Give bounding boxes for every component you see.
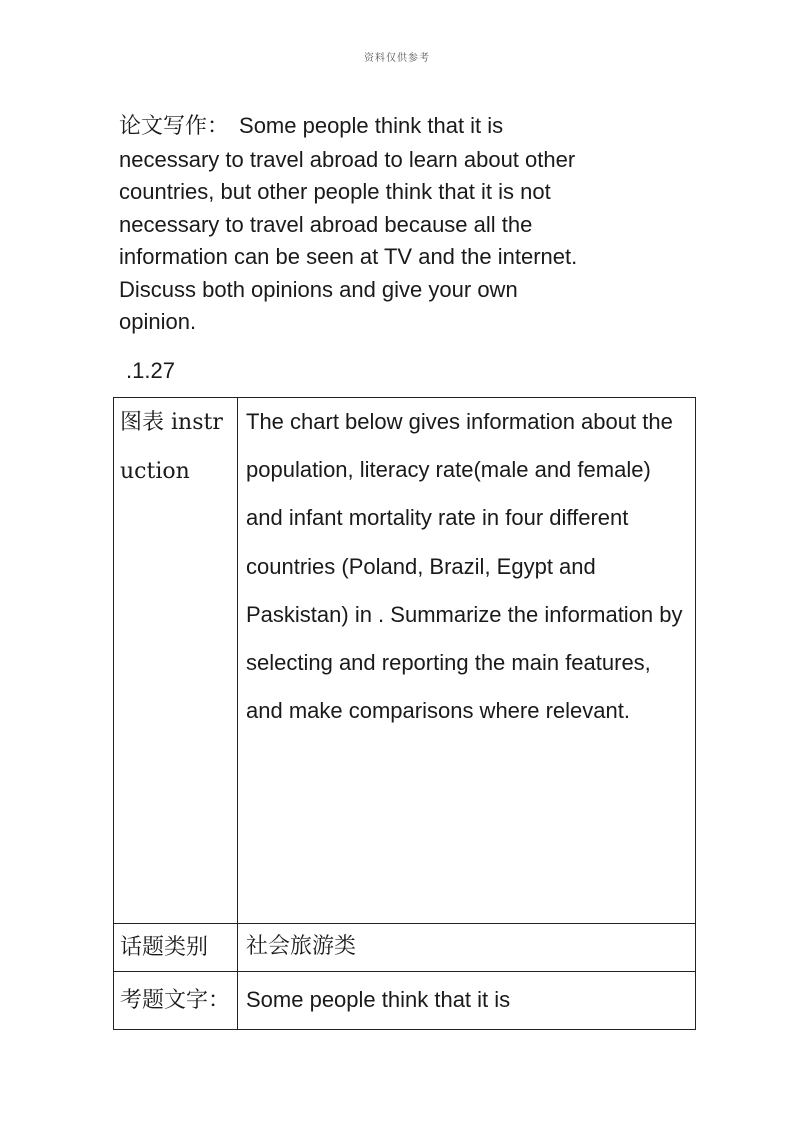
instruction-row bbox=[114, 398, 696, 924]
instruction-label-cell bbox=[114, 398, 238, 924]
topic-row bbox=[114, 924, 696, 972]
date-line: .1.27 bbox=[126, 358, 175, 383]
exam-label: 考题文字： bbox=[120, 988, 231, 1013]
exam-value: Some people think that it is bbox=[238, 972, 696, 1030]
topic-label-cell bbox=[114, 924, 238, 972]
topic-label: 话题类别 bbox=[120, 935, 209, 960]
essay-prompt-text: Some people think that it is necessary to travel abroad to learn about other countries, but other people think that it is not necessary to travel abroad because all the information can be seen at TV and the internet. Discuss both opinions and give your own opinion. bbox=[119, 113, 578, 334]
essay-prompt bbox=[119, 110, 599, 339]
info-table bbox=[113, 397, 696, 1030]
exam-row bbox=[114, 972, 696, 1030]
instruction-text: The chart below gives information about the population, literacy rate(male and female) and infant mortality rate in four different countries (Poland, Brazil, Egypt and Paskistan) in . Summarize the information by selecting and reporting the main features, and make comparisons where relevant. bbox=[238, 398, 696, 924]
essay-prompt-label: 论文写作： bbox=[119, 114, 230, 139]
page-header-note: 资料仅供参考 bbox=[364, 53, 430, 64]
exam-label-cell bbox=[114, 972, 238, 1030]
instruction-label: 图表 instruction bbox=[120, 410, 223, 485]
topic-value: 社会旅游类 bbox=[238, 924, 696, 972]
